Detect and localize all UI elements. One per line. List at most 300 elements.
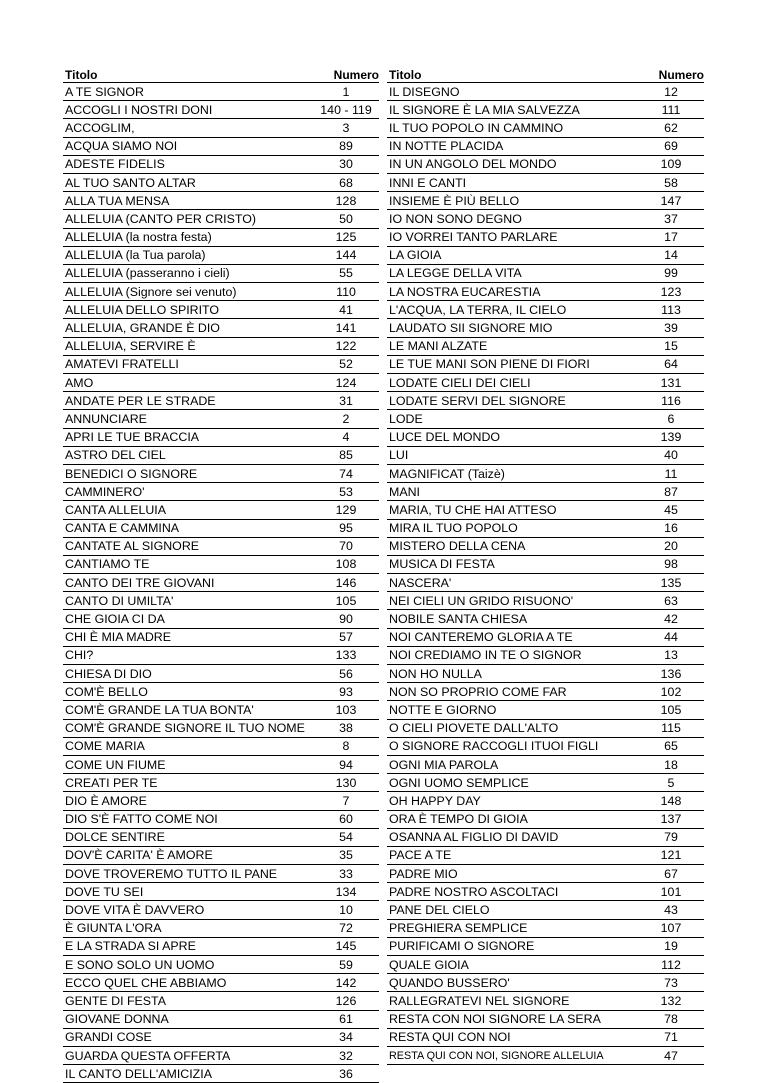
table-row (387, 301, 704, 319)
table-row (63, 683, 379, 701)
song-number: 35 (339, 848, 353, 863)
song-title: LE TUE MANI SON PIENE DI FIORI (389, 357, 590, 372)
song-number: 135 (660, 575, 682, 590)
table-row (63, 319, 379, 337)
table-row (387, 156, 704, 174)
song-number: 142 (335, 975, 357, 990)
song-number: 40 (664, 448, 678, 463)
song-title: MISTERO DELLA CENA (389, 539, 526, 554)
song-title: ORA È TEMPO DI GIOIA (389, 812, 528, 827)
song-number: 71 (664, 1030, 678, 1045)
song-number: 85 (339, 448, 353, 463)
song-number: 93 (339, 684, 353, 699)
table-row (387, 1011, 704, 1029)
song-number: 4 (342, 430, 350, 445)
song-title: ALLELUIA (Signore sei venuto) (65, 284, 237, 299)
table-row (63, 592, 379, 610)
header-number: Numero (333, 68, 379, 82)
table-row (63, 501, 379, 519)
song-title: COM'È BELLO (65, 684, 148, 699)
song-title: PURIFICAMI O SIGNORE (389, 939, 535, 954)
song-number: 58 (664, 175, 678, 190)
table-row (387, 319, 704, 337)
song-title: LUI (389, 448, 409, 463)
table-row (63, 883, 379, 901)
song-title: ANDATE PER LE STRADE (65, 393, 216, 408)
song-number: 64 (664, 357, 678, 372)
song-number: 111 (661, 102, 681, 117)
header-title: Titolo (65, 68, 98, 82)
table-row (387, 229, 704, 247)
song-title: LA GIOIA (389, 248, 442, 263)
table-row (63, 901, 379, 919)
table-row (63, 1011, 379, 1029)
table-row (63, 156, 379, 174)
song-title: ALLELUIA (passeranno i cieli) (65, 266, 230, 281)
song-title: INNI E CANTI (389, 175, 467, 190)
table-row (63, 356, 379, 374)
song-title: NOTTE E GIORNO (389, 702, 497, 717)
table-row (387, 119, 704, 137)
table-row (63, 1065, 379, 1083)
song-title: ACCOGLIM, (65, 120, 135, 135)
table-row (387, 520, 704, 538)
song-number: 52 (339, 357, 353, 372)
table-row (387, 701, 704, 719)
song-title: ACCOGLI I NOSTRI DONI (65, 102, 213, 117)
song-number: 72 (339, 921, 353, 936)
song-number: 107 (660, 921, 682, 936)
table-row (63, 520, 379, 538)
song-number: 42 (664, 612, 678, 627)
song-title: LUCE DEL MONDO (389, 430, 501, 445)
song-number: 44 (664, 630, 678, 645)
song-number: 38 (339, 721, 353, 736)
song-number: 12 (664, 84, 678, 99)
song-title: CANTO DEI TRE GIOVANI (65, 575, 215, 590)
song-title: MIRA IL TUO POPOLO (389, 521, 518, 536)
song-title: NASCERA' (389, 575, 452, 590)
song-number: 98 (664, 557, 678, 572)
song-title: ALLELUIA, GRANDE È DIO (65, 321, 220, 336)
header-number: Numero (658, 68, 704, 82)
song-title: MANI (389, 484, 420, 499)
table-row (387, 592, 704, 610)
song-title: MAGNIFICAT (Taizè) (389, 466, 505, 481)
song-number: 136 (660, 666, 682, 681)
song-number: 132 (660, 993, 682, 1008)
song-number: 146 (335, 575, 357, 590)
song-title: AMATEVI FRATELLI (65, 357, 179, 372)
song-title: GUARDA QUESTA OFFERTA (65, 1048, 231, 1063)
song-number: 13 (664, 648, 678, 663)
song-title: PACE A TE (389, 848, 452, 863)
table-row (63, 119, 379, 137)
song-number: 105 (335, 593, 357, 608)
table-row (63, 629, 379, 647)
song-number: 36 (339, 1066, 353, 1081)
table-row (387, 920, 704, 938)
table-header (387, 64, 704, 83)
song-title: DOLCE SENTIRE (65, 830, 165, 845)
song-title: ALLELUIA (la nostra festa) (65, 230, 212, 245)
song-number: 103 (335, 702, 357, 717)
song-title: RESTA QUI CON NOI, SIGNORE ALLELUIA (389, 1049, 604, 1062)
song-number: 37 (664, 211, 678, 226)
song-number: 74 (339, 466, 353, 481)
song-number: 60 (339, 812, 353, 827)
song-title: CHIESA DI DIO (65, 666, 152, 681)
song-number: 10 (339, 903, 353, 918)
table-row (387, 792, 704, 810)
table-header (63, 64, 379, 83)
table-row (63, 229, 379, 247)
table-row (387, 265, 704, 283)
song-number: 62 (664, 120, 678, 135)
table-row (387, 392, 704, 410)
table-row (387, 1047, 704, 1065)
song-number: 109 (660, 157, 682, 172)
song-number: 45 (664, 502, 678, 517)
song-number: 59 (339, 957, 353, 972)
table-row (387, 720, 704, 738)
table-row (63, 701, 379, 719)
table-row (387, 338, 704, 356)
table-row (63, 647, 379, 665)
song-title: DIO S'È FATTO COME NOI (65, 812, 218, 827)
table-row (387, 938, 704, 956)
song-title: DIO È AMORE (65, 793, 147, 808)
song-number: 11 (664, 466, 678, 481)
table-row (63, 338, 379, 356)
song-title: LA NOSTRA EUCARESTIA (389, 284, 541, 299)
table-row (63, 538, 379, 556)
song-title: LODATE CIELI DEI CIELI (389, 375, 531, 390)
table-row (63, 265, 379, 283)
table-row (387, 683, 704, 701)
table-row (63, 483, 379, 501)
song-number: 30 (339, 157, 353, 172)
song-number: 144 (335, 248, 357, 263)
song-title: NOBILE SANTA CHIESA (389, 612, 528, 627)
song-title: LAUDATO SII SIGNORE MIO (389, 321, 553, 336)
song-title: COM'È GRANDE LA TUA BONTA' (65, 702, 254, 717)
table-row (387, 1029, 704, 1047)
table-row (63, 610, 379, 628)
song-title: DOVE TU SEI (65, 884, 144, 899)
song-title: MUSICA DI FESTA (389, 557, 495, 572)
song-number: 115 (661, 721, 681, 736)
table-row (387, 501, 704, 519)
song-number: 134 (335, 884, 357, 899)
song-title: RESTA QUI CON NOI (389, 1030, 511, 1045)
table-row (387, 574, 704, 592)
table-row (63, 83, 379, 101)
table-row (63, 210, 379, 228)
song-number: 34 (339, 1030, 353, 1045)
table-row (387, 992, 704, 1010)
song-title: DOVE VITA È DAVVERO (65, 903, 205, 918)
song-title: A TE SIGNOR (65, 84, 144, 99)
song-title: IO VORREI TANTO PARLARE (389, 230, 558, 245)
table-row (63, 665, 379, 683)
song-title: RALLEGRATEVI NEL SIGNORE (389, 993, 570, 1008)
table-row (387, 647, 704, 665)
song-title: IL SIGNORE È LA MIA SALVEZZA (389, 102, 580, 117)
table-row (387, 174, 704, 192)
song-number: 141 (335, 321, 357, 336)
song-number: 67 (664, 866, 678, 881)
song-title: CANTA E CAMMINA (65, 521, 180, 536)
song-number: 50 (339, 211, 353, 226)
song-title: DOVE TROVEREMO TUTTO IL PANE (65, 866, 278, 881)
song-number: 65 (664, 739, 678, 754)
table-row (387, 101, 704, 119)
song-title: OGNI UOMO SEMPLICE (389, 775, 529, 790)
song-title: ECCO QUEL CHE ABBIAMO (65, 975, 227, 990)
table-row (387, 811, 704, 829)
song-title: NON HO NULLA (389, 666, 482, 681)
song-number: 5 (667, 775, 675, 790)
song-title: CANTATE AL SIGNORE (65, 539, 200, 554)
song-number: 140 - 119 (320, 102, 372, 117)
song-title: IL CANTO DELL'AMICIZIA (65, 1066, 212, 1081)
song-title: CAMMINERO' (65, 484, 145, 499)
table-row (387, 283, 704, 301)
table-row (387, 610, 704, 628)
table-row (63, 410, 379, 428)
song-title: MARIA, TU CHE HAI ATTESO (389, 502, 557, 517)
song-number: 43 (664, 903, 678, 918)
song-number: 63 (664, 593, 678, 608)
song-title: IO NON SONO DEGNO (389, 211, 522, 226)
song-title: ADESTE FIDELIS (65, 157, 165, 172)
song-number: 116 (661, 393, 681, 408)
table-row (387, 538, 704, 556)
song-title: E LA STRADA SI APRE (65, 939, 196, 954)
song-number: 112 (661, 957, 681, 972)
song-number: 17 (664, 230, 678, 245)
table-row (387, 247, 704, 265)
table-row (387, 865, 704, 883)
song-title: CANTA ALLELUIA (65, 502, 167, 517)
song-number: 2 (342, 411, 350, 426)
song-number: 87 (664, 484, 678, 499)
song-number: 108 (335, 557, 357, 572)
table-row (387, 665, 704, 683)
table-row (387, 356, 704, 374)
table-row (387, 847, 704, 865)
table-row (387, 901, 704, 919)
table-row (387, 774, 704, 792)
song-number: 122 (335, 339, 357, 354)
song-number: 14 (664, 248, 678, 263)
song-title: IL DISEGNO (389, 84, 460, 99)
song-title: OH HAPPY DAY (389, 793, 481, 808)
song-title: ACQUA SIAMO NOI (65, 139, 178, 154)
song-number: 101 (660, 884, 682, 899)
table-row (63, 920, 379, 938)
song-number: 131 (660, 375, 682, 390)
song-number: 73 (664, 975, 678, 990)
table-row (63, 429, 379, 447)
song-number: 15 (664, 339, 678, 354)
song-title: CHE GIOIA CI DA (65, 612, 165, 627)
song-title: NOI CREDIAMO IN TE O SIGNOR (389, 648, 582, 663)
song-number: 7 (342, 793, 350, 808)
song-number: 39 (664, 321, 678, 336)
table-row (387, 192, 704, 210)
song-number: 139 (660, 430, 682, 445)
song-number: 1 (342, 84, 350, 99)
song-number: 147 (660, 193, 682, 208)
song-title: O SIGNORE RACCOGLI ITUOI FIGLI (389, 739, 599, 754)
table-row (387, 447, 704, 465)
song-number: 8 (342, 739, 350, 754)
header-title: Titolo (389, 68, 422, 82)
song-number: 102 (660, 684, 682, 699)
song-title: PADRE NOSTRO ASCOLTACI (389, 884, 559, 899)
song-number: 68 (339, 175, 353, 190)
song-number: 137 (660, 812, 682, 827)
song-title: APRI LE TUE BRACCIA (65, 430, 200, 445)
table-row (63, 465, 379, 483)
song-number: 129 (335, 502, 357, 517)
song-title: PREGHIERA SEMPLICE (389, 921, 528, 936)
song-number: 130 (335, 775, 357, 790)
song-title: IL TUO POPOLO IN CAMMINO (389, 120, 564, 135)
song-table-left (63, 64, 379, 1083)
table-row (387, 756, 704, 774)
song-title: O CIELI PIOVETE DALL'ALTO (389, 721, 559, 736)
table-row (63, 829, 379, 847)
song-title: GIOVANE DONNA (65, 1012, 169, 1027)
song-title: ANNUNCIARE (65, 411, 147, 426)
song-number: 19 (664, 939, 678, 954)
song-title: CANTIAMO TE (65, 557, 150, 572)
table-row (63, 756, 379, 774)
song-number: 145 (335, 939, 357, 954)
song-number: 133 (335, 648, 357, 663)
song-number: 57 (339, 630, 353, 645)
table-row (387, 465, 704, 483)
song-number: 110 (336, 284, 356, 299)
song-title: AMO (65, 375, 94, 390)
table-row (63, 992, 379, 1010)
table-row (63, 865, 379, 883)
table-row (387, 829, 704, 847)
song-number: 18 (664, 757, 678, 772)
song-title: LODATE SERVI DEL SIGNORE (389, 393, 566, 408)
song-title: QUALE GIOIA (389, 957, 469, 972)
song-title: AL TUO SANTO ALTAR (65, 175, 196, 190)
table-row (63, 938, 379, 956)
song-title: OSANNA AL FIGLIO DI DAVID (389, 830, 559, 845)
song-number: 53 (339, 484, 353, 499)
song-title: BENEDICI O SIGNORE (65, 466, 198, 481)
table-row (387, 974, 704, 992)
song-title: CREATI PER TE (65, 775, 158, 790)
song-number: 70 (339, 539, 353, 554)
song-title: COM'È GRANDE SIGNORE IL TUO NOME (65, 721, 305, 736)
table-row (63, 192, 379, 210)
song-number: 148 (660, 793, 682, 808)
table-row (63, 374, 379, 392)
song-title: ALLELUIA (CANTO PER CRISTO) (65, 211, 256, 226)
song-number: 126 (335, 993, 357, 1008)
song-number: 89 (339, 139, 353, 154)
table-row (387, 410, 704, 428)
song-number: 20 (664, 539, 678, 554)
song-number: 6 (667, 411, 675, 426)
table-row (63, 1029, 379, 1047)
song-title: DOV'È CARITA' È AMORE (65, 848, 213, 863)
table-row (387, 883, 704, 901)
song-title: NON SO PROPRIO COME FAR (389, 684, 567, 699)
song-title: NOI CANTEREMO GLORIA A TE (389, 630, 573, 645)
song-title: COME UN FIUME (65, 757, 166, 772)
song-title: ALLA TUA MENSA (65, 193, 170, 208)
song-number: 32 (339, 1048, 353, 1063)
song-number: 113 (661, 302, 681, 317)
song-title: LA LEGGE DELLA VITA (389, 266, 522, 281)
table-row (63, 447, 379, 465)
table-row (63, 792, 379, 810)
song-title: CHI? (65, 648, 94, 663)
table-row (63, 247, 379, 265)
song-title: IN UN ANGOLO DEL MONDO (389, 157, 557, 172)
table-row (63, 574, 379, 592)
table-row (387, 374, 704, 392)
song-title: ALLELUIA DELLO SPIRITO (65, 302, 220, 317)
table-row (387, 138, 704, 156)
table-row (63, 738, 379, 756)
song-title: PANE DEL CIELO (389, 903, 490, 918)
song-title: PADRE MIO (389, 866, 458, 881)
song-number: 31 (339, 393, 353, 408)
song-number: 78 (664, 1012, 678, 1027)
song-title: LE MANI ALZATE (389, 339, 488, 354)
table-row (387, 210, 704, 228)
song-number: 105 (660, 702, 682, 717)
table-row (63, 1047, 379, 1065)
song-title: RESTA CON NOI SIGNORE LA SERA (389, 1012, 601, 1027)
song-title: QUANDO BUSSERO' (389, 975, 510, 990)
table-row (63, 847, 379, 865)
table-row (387, 629, 704, 647)
song-title: L'ACQUA, LA TERRA, IL CIELO (389, 302, 567, 317)
song-title: OGNI MIA PAROLA (389, 757, 499, 772)
table-row (387, 429, 704, 447)
song-title: ALLELUIA (la Tua parola) (65, 248, 206, 263)
song-number: 125 (335, 230, 357, 245)
song-number: 41 (339, 302, 353, 317)
table-row (63, 556, 379, 574)
song-number: 3 (342, 120, 350, 135)
table-row (63, 811, 379, 829)
song-number: 95 (339, 521, 353, 536)
song-title: ALLELUIA, SERVIRE È (65, 339, 196, 354)
song-number: 33 (339, 866, 353, 881)
song-title: COME MARIA (65, 739, 145, 754)
table-row (63, 101, 379, 119)
table-row (63, 174, 379, 192)
song-title: GRANDI COSE (65, 1030, 152, 1045)
song-title: CANTO DI UMILTA' (65, 593, 174, 608)
song-number: 54 (339, 830, 353, 845)
song-table-right (387, 64, 704, 1065)
song-title: NEI CIELI UN GRIDO RISUONO' (389, 593, 574, 608)
